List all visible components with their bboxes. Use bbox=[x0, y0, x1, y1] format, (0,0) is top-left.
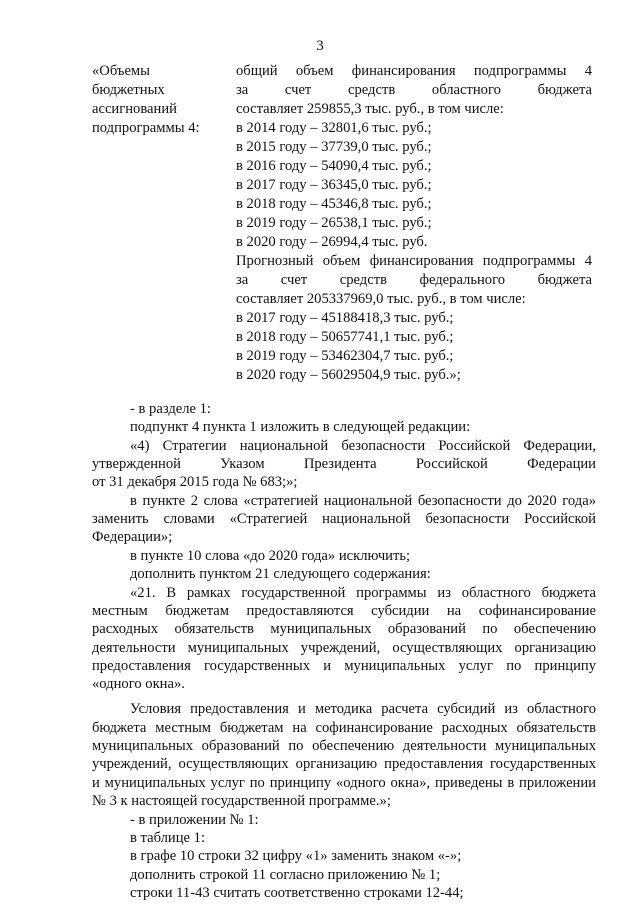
left-label-line: подпрограммы 4: bbox=[92, 120, 200, 136]
body-line: в таблице 1: bbox=[130, 829, 206, 846]
body-line: № 3 к настоящей государственной программе.»; bbox=[92, 793, 391, 810]
funding-year-line: в 2018 году – 45346,8 тыс. руб.; bbox=[236, 196, 432, 212]
body-line: в пункте 10 слова «до 2020 года» исключить; bbox=[130, 547, 411, 564]
body-line: расходных обязательств муниципальных образований по обеспечению bbox=[92, 621, 596, 638]
body-line: бюджета местным бюджетам на софинансирование расходных обязательств bbox=[92, 719, 596, 736]
funding-year-line: в 2019 году – 53462304,7 тыс. руб.; bbox=[236, 348, 454, 364]
body-line: дополнить строкой 11 согласно приложению № 1; bbox=[130, 866, 441, 883]
left-label-line: «Объемы bbox=[92, 63, 150, 79]
funding-line: Прогнозный объем финансирования подпрограммы 4 bbox=[236, 253, 592, 269]
body-line: местным бюджетам предоставляются субсидии на софинансирование bbox=[92, 602, 596, 619]
body-line: Федерации»; bbox=[92, 529, 173, 546]
body-line: утвержденной Указом Президента Российской Федерации bbox=[92, 456, 596, 473]
body-line: Условия предоставления и методика расчета субсидий из областного bbox=[130, 701, 596, 718]
body-line: строки 11-43 считать соответственно строками 12-44; bbox=[130, 884, 464, 901]
funding-line: общий объем финансирования подпрограммы 4 bbox=[236, 63, 592, 79]
body-line: «одного окна». bbox=[92, 676, 185, 693]
funding-year-line: в 2020 году – 26994,4 тыс. руб. bbox=[236, 234, 428, 250]
body-line: деятельности муниципальных учреждений, осуществляющих организацию bbox=[92, 639, 596, 656]
body-line: «21. В рамках государственной программы из областного бюджета bbox=[130, 584, 596, 601]
funding-year-line: в 2016 году – 54090,4 тыс. руб.; bbox=[236, 158, 432, 174]
funding-year-line: в 2020 году – 56029504,9 тыс. руб.»; bbox=[236, 367, 461, 383]
body-line: в графе 10 строки 32 цифру «1» заменить знаком «-»; bbox=[130, 848, 462, 865]
left-label-line: бюджетных bbox=[92, 82, 165, 98]
funding-year-line: в 2017 году – 36345,0 тыс. руб.; bbox=[236, 177, 432, 193]
body-line: предоставления государственных и муниципальных услуг по принципу bbox=[92, 657, 596, 674]
body-line: дополнить пунктом 21 следующего содержания: bbox=[130, 566, 431, 583]
body-line: муниципальных образований по обеспечению деятельности муниципальных bbox=[92, 738, 596, 755]
funding-year-line: в 2019 году – 26538,1 тыс. руб.; bbox=[236, 215, 432, 231]
body-line: - в разделе 1: bbox=[130, 401, 211, 417]
funding-year-line: в 2014 году – 32801,6 тыс. руб.; bbox=[236, 120, 432, 136]
funding-line: за счет средств федерального бюджета bbox=[236, 272, 592, 288]
body-line: и муниципальных услуг по принципу «одного окна», приведены в приложении bbox=[92, 774, 596, 791]
body-line: - в приложении № 1: bbox=[130, 811, 259, 828]
funding-year-line: в 2015 году – 37739,0 тыс. руб.; bbox=[236, 139, 432, 155]
body-line: в пункте 2 слова «стратегией национальной безопасности до 2020 года» bbox=[130, 492, 596, 509]
funding-year-line: в 2018 году – 50657741,1 тыс. руб.; bbox=[236, 329, 454, 345]
left-label-line: ассигнований bbox=[92, 101, 177, 117]
body-line: подпункт 4 пункта 1 изложить в следующей редакции: bbox=[130, 419, 471, 436]
funding-line: составляет 259855,3 тыс. руб., в том числе: bbox=[236, 101, 504, 117]
funding-line: за счет средств областного бюджета bbox=[236, 82, 592, 98]
page-number: 3 bbox=[316, 38, 324, 54]
funding-year-line: в 2017 году – 45188418,3 тыс. руб.; bbox=[236, 310, 454, 326]
body-line: от 31 декабря 2015 года № 683;»; bbox=[92, 474, 298, 491]
body-line: учреждений, осуществляющих организацию предоставления государственных bbox=[92, 756, 596, 773]
body-line: заменить словами «Стратегией национальной безопасности Российской bbox=[92, 511, 596, 528]
funding-line: составляет 205337969,0 тыс. руб., в том числе: bbox=[236, 291, 526, 307]
body-line: «4) Стратегии национальной безопасности Российской Федерации, bbox=[130, 437, 596, 454]
